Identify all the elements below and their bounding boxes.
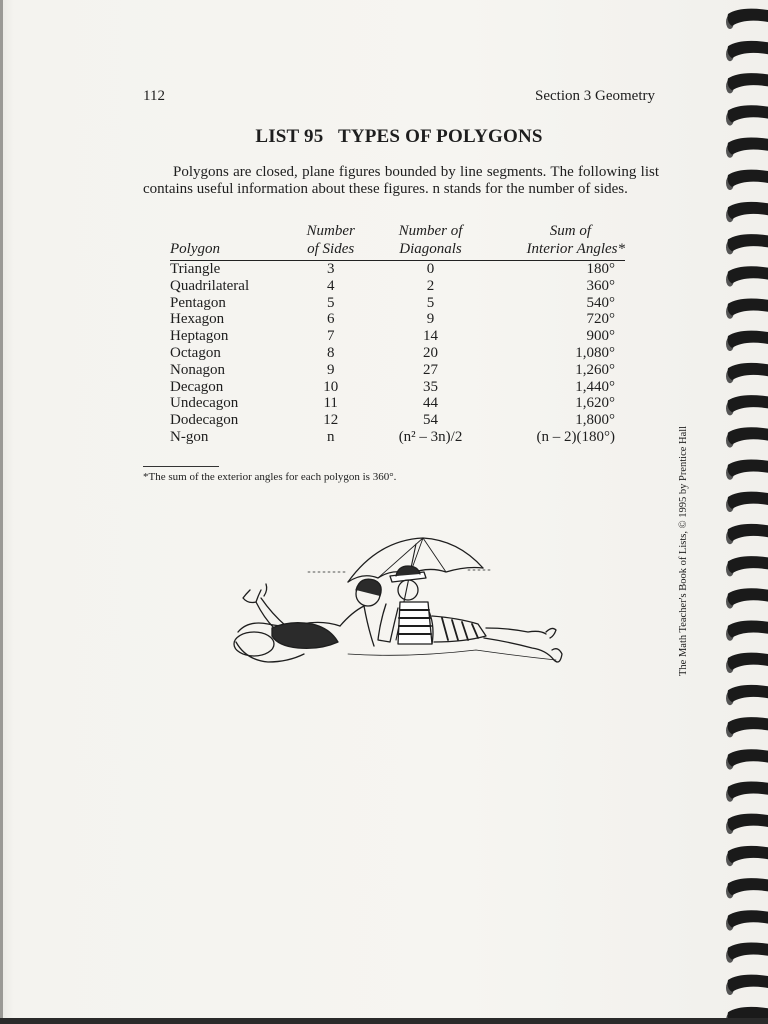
cell-polygon: Nonagon <box>170 361 225 378</box>
binding-coil <box>726 105 768 125</box>
header-sum-interior-angles: Sum of Interior Angles* <box>486 222 625 261</box>
cell-diagonals: 54 <box>423 412 439 429</box>
binding-coil <box>726 266 768 286</box>
cell-sides: 7 <box>326 328 335 345</box>
binding-coil <box>726 556 768 576</box>
cell-sum: 360° <box>586 277 615 294</box>
binding-coil <box>726 942 768 962</box>
cell-sides: 5 <box>326 294 335 311</box>
binding-coil <box>726 73 768 93</box>
cell-diagonals: 2 <box>426 277 435 294</box>
spiral-binding <box>718 0 768 1024</box>
cell-diagonals: 9 <box>426 311 435 328</box>
binding-coil <box>726 717 768 737</box>
binding-coil <box>726 363 768 383</box>
cell-sum: 1,620° <box>575 395 615 412</box>
beach-couple-illustration <box>228 532 568 672</box>
cell-polygon: Hexagon <box>170 311 225 328</box>
woman-hip <box>234 632 274 656</box>
table-row <box>170 345 625 362</box>
cell-polygon: Pentagon <box>170 294 226 311</box>
cell-polygon: Octagon <box>170 344 221 361</box>
cell-polygon: Decagon <box>170 378 224 395</box>
footnote-rule <box>143 466 219 467</box>
man-foot <box>546 628 556 638</box>
binding-coil <box>726 653 768 673</box>
cell-diagonals: 35 <box>423 378 439 395</box>
header-polygon: Polygon <box>170 222 286 261</box>
cell-sum: 1,440° <box>575 378 615 395</box>
table-row <box>170 328 625 345</box>
page-header <box>143 88 655 108</box>
copyright-credit: The Math Teacher's Book of Lists, © 1995 by Prentice Hall <box>678 425 689 676</box>
page-number: 112 <box>143 88 165 104</box>
binding-coil <box>726 202 768 222</box>
table-row <box>170 261 625 278</box>
binding-coil <box>726 9 768 29</box>
cell-sides: 3 <box>326 261 335 277</box>
table-row <box>170 278 625 295</box>
cell-sides: 11 <box>323 395 338 412</box>
binding-coil <box>726 846 768 866</box>
cell-sum: 180° <box>586 261 615 277</box>
cell-sum: 1,080° <box>575 344 615 361</box>
intro-paragraph: Polygons are closed, plane figures bounded by line segments. The following list contains useful information about these figures. n stands for the number of sides. <box>143 164 659 197</box>
binding-coil <box>726 814 768 834</box>
cell-sides: 4 <box>326 277 335 294</box>
cell-diagonals: 0 <box>426 261 435 277</box>
binding-coil <box>726 910 768 930</box>
cell-diagonals: 14 <box>423 328 439 345</box>
cell-polygon: Triangle <box>170 261 221 277</box>
section-label: Section 3 Geometry <box>535 88 655 104</box>
header-number-of-diagonals: Number of Diagonals <box>375 222 486 261</box>
striped-swimsuit <box>398 602 432 644</box>
header-number-of-sides: Number of Sides <box>286 222 375 261</box>
cell-diagonals: (n² – 3n)/2 <box>398 428 463 445</box>
cell-sum: 540° <box>586 294 615 311</box>
cell-sides: n <box>326 428 335 445</box>
cell-diagonals: 5 <box>426 294 435 311</box>
page-bottom-edge <box>0 1018 768 1024</box>
cell-sides: 9 <box>326 361 335 378</box>
binding-coil <box>726 524 768 544</box>
cell-polygon: Heptagon <box>170 328 229 345</box>
binding-coil <box>726 975 768 995</box>
cell-sides: 12 <box>323 412 339 429</box>
footnote: *The sum of the exterior angles for each polygon is 360°. <box>143 471 397 483</box>
polygon-table <box>170 222 625 446</box>
cell-diagonals: 27 <box>423 361 439 378</box>
binding-coil <box>726 492 768 512</box>
cell-sides: 10 <box>323 378 339 395</box>
woman-foot <box>243 590 261 603</box>
table-header-row <box>170 222 625 261</box>
binding-coil <box>726 685 768 705</box>
binding-coil <box>726 427 768 447</box>
page-left-edge <box>0 0 3 1024</box>
table-row <box>170 429 625 446</box>
binding-coil <box>726 395 768 415</box>
cell-polygon: Dodecagon <box>170 412 239 429</box>
table-row <box>170 295 625 312</box>
binding-coil <box>726 234 768 254</box>
cell-sum: 1,800° <box>575 412 615 429</box>
binding-coil <box>726 41 768 61</box>
binding-coil <box>726 170 768 190</box>
cell-sides: 6 <box>326 311 335 328</box>
binding-coil <box>726 878 768 898</box>
binding-coil <box>726 588 768 608</box>
table-row <box>170 362 625 379</box>
table-row <box>170 379 625 396</box>
binding-coil <box>726 620 768 640</box>
cell-sum: 1,260° <box>575 361 615 378</box>
table-row <box>170 395 625 412</box>
binding-coil <box>726 781 768 801</box>
cell-polygon: Quadrilateral <box>170 277 250 294</box>
binding-coil <box>726 749 768 769</box>
table-row <box>170 311 625 328</box>
binding-coil <box>726 137 768 157</box>
table-row <box>170 412 625 429</box>
binding-coil <box>726 331 768 351</box>
cell-diagonals: 44 <box>423 395 439 412</box>
cell-polygon: N-gon <box>170 428 209 445</box>
cell-diagonals: 20 <box>423 344 439 361</box>
cell-sides: 8 <box>326 344 335 361</box>
binding-coil <box>726 298 768 318</box>
cell-sum: 720° <box>586 311 615 328</box>
list-title: LIST 95 TYPES OF POLYGONS <box>255 126 543 147</box>
cell-sum: (n – 2)(180°) <box>536 428 615 445</box>
binding-coil <box>726 459 768 479</box>
cell-polygon: Undecagon <box>170 395 239 412</box>
cell-sum: 900° <box>586 328 615 345</box>
